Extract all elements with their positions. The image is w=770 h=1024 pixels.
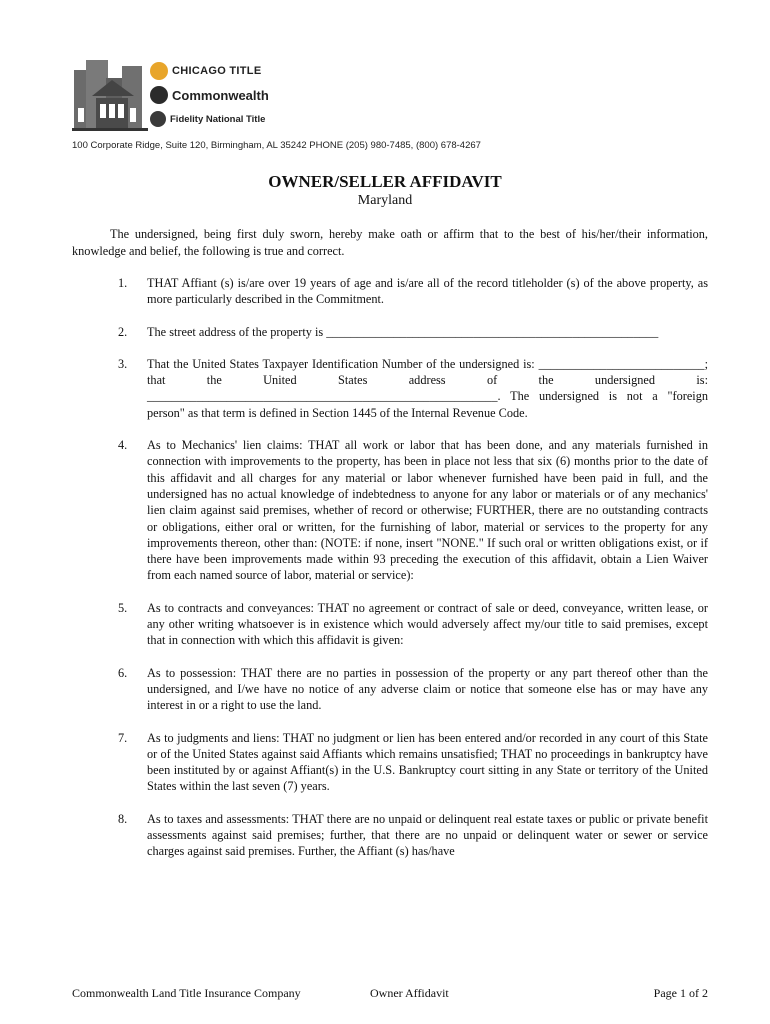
chicago-title-brand: [150, 62, 261, 80]
intro-paragraph: The undersigned, being first duly sworn, hereby make oath or affirm that to the best of his/her/their information, knowledge and belief, the following is true and correct.: [72, 227, 708, 258]
commonwealth-brand: [150, 86, 269, 104]
item-number: 7.: [118, 730, 128, 745]
footer-doc-name: Owner Affidavit: [370, 986, 449, 1000]
affidavit-item: [72, 730, 708, 795]
building-logo-icon: [72, 56, 152, 134]
item-text: As to Mechanics' lien claims: THAT all work or labor that has been done, and any materials furnished in connection with improvements to the property, has been in place not less that six (6) months prior to the date of this affidavit and all charges for any material or labor whenever furnished have been paid in full, and the undersigned has no actual knowledge of indebtedness to anyone for any labor or materials or of any mechanics' lien claim against said premises, whether of record or otherwise; FURTHER, there are no outstanding contracts or obligations, either oral or written, for the furnishing of labor, material or services to the property for any improvements thereon, other than: (NOTE: if none, insert "NONE." If such oral or written obligations exist, or if there have been improvements made within 93 preceding the execution of this affidavit, obtain a Lien Waiver from each named source of labor, material or service):: [147, 438, 708, 583]
commonwealth-text: Commonwealth: [172, 87, 269, 103]
item-number: 8.: [118, 811, 128, 826]
affidavit-item: [72, 811, 708, 860]
affidavit-item: [72, 356, 708, 421]
item-text: As to taxes and assessments: THAT there are no unpaid or delinquent real estate taxes or public or private benefit assessments against said premises; further, that there are no unpaid or delinquent water or sewer or service charges against said premises. Further, the Affiant (s) has/have: [147, 811, 708, 859]
chicago-title-seal-icon: [150, 62, 168, 80]
affidavit-item: [72, 324, 708, 340]
fidelity-seal-icon: [150, 111, 166, 127]
chicago-title-text: CHICAGO TITLE: [172, 65, 262, 77]
commonwealth-seal-icon: [150, 86, 168, 104]
affidavit-item: [72, 275, 708, 308]
affidavit-items: [72, 275, 708, 876]
company-logo: [72, 56, 312, 136]
item-text: As to possession: THAT there are no parties in possession of the property or any part thereof other than the undersigned, and I/we have no notice of any adverse claim or notice that someone else has or may have any interest in or a right to use the land.: [147, 665, 708, 713]
item-number: 5.: [118, 600, 128, 615]
item-number: 1.: [118, 276, 128, 290]
item-number: 3.: [118, 356, 128, 371]
item-text: The street address of the property is ______________________________________________________: [147, 324, 659, 339]
footer-page-number: Page 1 of 2: [653, 986, 708, 1000]
document-title: OWNER/SELLER AFFIDAVIT: [268, 172, 502, 191]
document-subtitle: Maryland: [357, 193, 413, 208]
company-address: 100 Corporate Ridge, Suite 120, Birmingham, AL 35242 PHONE (205) 980-7485, (800) 678-4267: [72, 140, 481, 151]
item-text: As to judgments and liens: THAT no judgment or lien has been entered and/or recorded in any court of this State or of the United States against said Affiants which remains unsatisfied; THAT no proceedings in bankruptcy have been instituted by or against Affiant(s) in the U.S. Bankruptcy court sitting in any State or territory of the United States within the last seven (7) years.: [147, 730, 708, 794]
affidavit-item: [72, 665, 708, 714]
item-number: 2.: [118, 324, 128, 339]
fidelity-brand: [150, 111, 265, 127]
affidavit-item: [72, 437, 708, 584]
item-number: 4.: [118, 438, 128, 453]
item-text: That the United States Taxpayer Identification Number of the undersigned is: ___________________________; that the United States address of the undersigned is: _________________________________________________________. The undersigned is not a "foreign person" as that term is defined in Section 1445 of the Internal Revenue Code.: [147, 356, 708, 420]
item-text: THAT Affiant (s) is/are over 19 years of age and is/are all of the record titleholder (s) of the above property, as more particularly described in the Commitment.: [147, 276, 708, 307]
item-number: 6.: [118, 665, 128, 680]
item-text: As to contracts and conveyances: THAT no agreement or contract of sale or deed, conveyance, written lease, or any other writing whatsoever is in existence which would adversely affect my/our title to said premises, except that in connection with which this affidavit is given:: [147, 600, 708, 648]
fidelity-text: Fidelity National Title: [170, 113, 266, 125]
affidavit-item: [72, 600, 708, 649]
footer-company: Commonwealth Land Title Insurance Company: [72, 986, 301, 1000]
